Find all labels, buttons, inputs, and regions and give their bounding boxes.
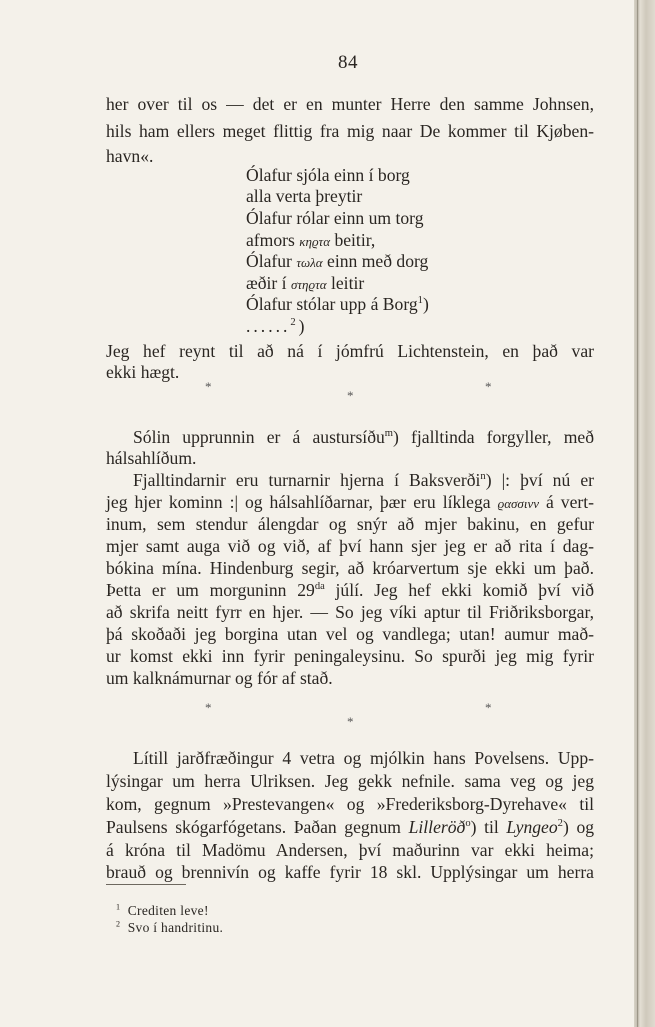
text-line: Þetta er um morguninn $29^{da}$ júlí. Jeg hef ekki komið því við [106, 580, 594, 600]
footnote: $^1$ Crediten leve! [116, 902, 209, 918]
text-line: að skrifa neitt fyrr en hjer. — So jeg víki aptur til Friðriksborgar, [106, 602, 594, 622]
text-line: brauð og brennivín og kaffe fyrir 18 skl. Upplýsingar um herra [106, 862, 594, 882]
verse-line: Ólafur τωλα einn með dorg [246, 251, 429, 271]
text-line: Fjalltindarnir eru turnarnir hjerna í Baksverði$^n$) |: því nú er [133, 470, 594, 490]
page-number: 84 [338, 52, 358, 73]
text-line: um kalknámurnar og fór af stað. [106, 668, 333, 688]
verse-line: ......$^2$) [246, 316, 308, 336]
text-line: Jeg hef reynt til að ná í jómfrú Lichtenstein, en það var [106, 341, 594, 361]
asterisk-divider: * [485, 700, 492, 715]
greek-word: κηϱτα [299, 234, 331, 249]
text-line: havn«. [106, 146, 154, 166]
footnote-ref: 2 [290, 317, 299, 329]
footnote-ref: 1 [417, 295, 423, 307]
text-line: ur komst ekki inn fyrir peningaleysinu. So spurði jeg mig fyrir [106, 646, 594, 666]
footnote: $^2$ Svo í handritinu. [116, 919, 224, 935]
text-line: mjer samt auga við og við, af því hann sjer jeg er að rita í dag- [106, 536, 594, 556]
text-line: bókina mína. Hindenburg segir, að króarvertum sje ekki um það. [106, 558, 594, 578]
greek-word: ϱασσινν [497, 496, 539, 511]
text-line: Paulsens skógarfógetans. Þaðan gegnum Lilleröð$^o$) til Lyngeo$^2$) og [106, 817, 595, 837]
asterisk-divider: * [485, 379, 492, 394]
asterisk-divider: * [205, 379, 212, 394]
verse-line: æðir í στηϱτα leitir [246, 273, 365, 293]
greek-word: τωλα [296, 255, 323, 270]
text-line: Lítill jarðfræðingur 4 vetra og mjólkin hans Povelsens. Upp- [133, 748, 594, 768]
verse-line: alla verta þreytir [246, 186, 363, 206]
page-edge-line [637, 0, 638, 1027]
text-line: jeg hjer kominn :| og hálsahlíðarnar, þær eru líklega ϱασσινν á vert- [106, 492, 595, 512]
text-line: kom, gegnum »Prestevangen« og »Frederiksborg-Dyrehave« til [106, 794, 594, 814]
text-line: lýsingar um herra Ulriksen. Jeg gekk nefnile. sama veg og jeg [106, 771, 594, 791]
text-line: hálsahlíðum. [106, 448, 197, 468]
text-line: her over til os — det er en munter Herre den samme Johnsen, [106, 94, 594, 114]
footnote-rule [106, 884, 186, 885]
text-line: hils ham ellers meget flittig fra mig naar De kommer til Kjøben- [106, 121, 594, 141]
text-line: þá skoðaði jeg borgina utan vel og vandlega; utan! aumur mað- [106, 624, 594, 644]
verse-line: Ólafur sjóla einn í borg [246, 165, 410, 185]
asterisk-divider: * [347, 388, 354, 403]
text-line: Sólin upprunnin er á austursíðu$^m$) fjalltinda forgyller, með [133, 427, 594, 447]
text-line: á króna til Madömu Andersen, því maðurinn var ekki heima; [106, 840, 594, 860]
verse-line: Ólafur stólar upp á Borg$^1$) [246, 294, 429, 314]
verse-line: Ólafur rólar einn um torg [246, 208, 424, 228]
asterisk-divider: * [205, 700, 212, 715]
text-line: ekki hægt. [106, 362, 180, 382]
text-line: inum, sem stendur álengdar og snýr að mjer bakinu, en gefur [106, 514, 594, 534]
verse-line: afmors κηϱτα beitir, [246, 230, 376, 250]
asterisk-divider: * [347, 714, 354, 729]
greek-word: στηϱτα [290, 277, 327, 292]
